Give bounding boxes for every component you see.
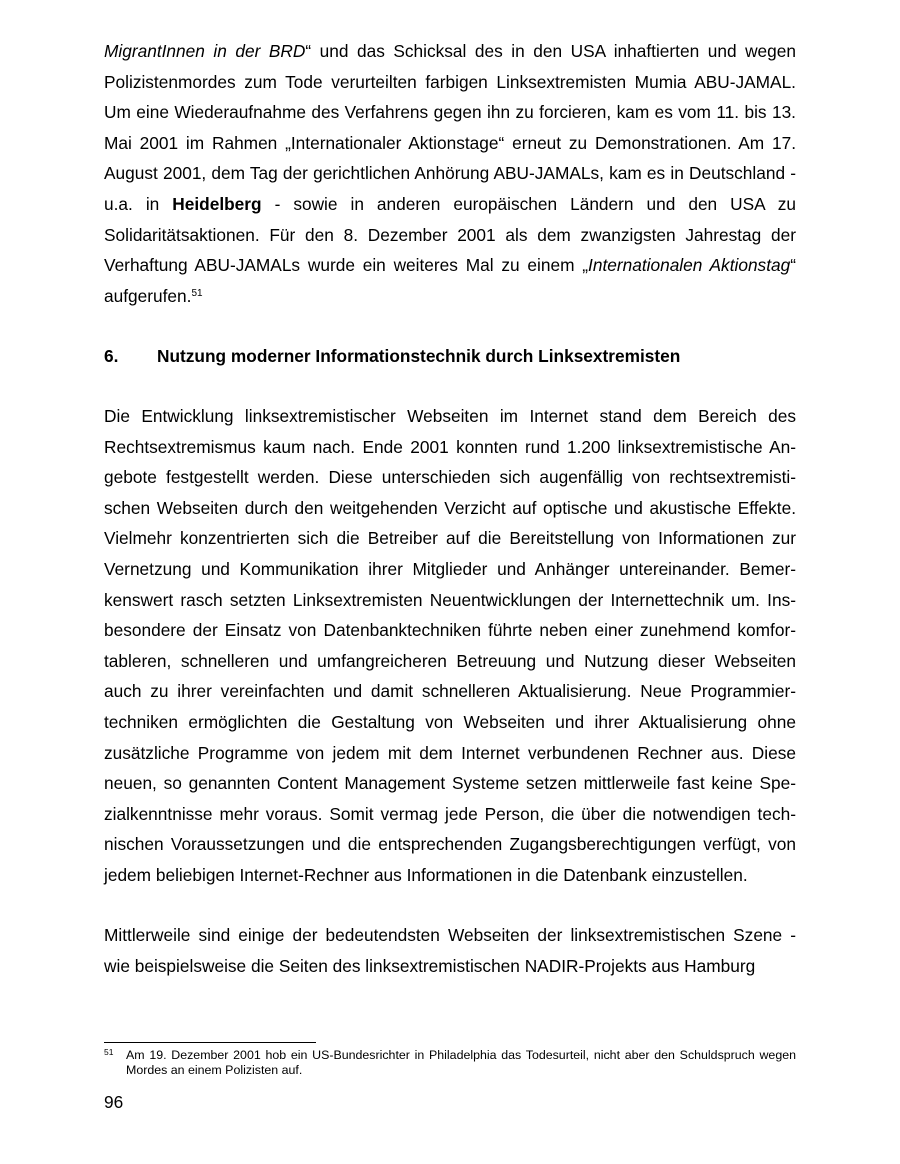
footnote-divider <box>104 1042 316 1043</box>
paragraph-1-text-c: “ aufgerufen. <box>104 255 796 306</box>
section-number: 6. <box>104 346 119 366</box>
section-heading <box>104 341 796 371</box>
paragraph-3: Mittlerweile sind einige der bedeutendsten Webseiten der linksextremistischen Szene - wie beispielsweise die Seiten des linksextremistischen NADIR-Projekts aus Hamburg <box>104 925 796 976</box>
paragraph-1-container <box>104 36 796 311</box>
footnote-mark: 51 <box>104 1047 114 1057</box>
paragraph-1 <box>104 36 796 311</box>
italic-title: MigrantInnen in der BRD <box>104 41 306 61</box>
footnote-reference[interactable]: 51 <box>191 287 203 299</box>
paragraph-1-text-a: “ und das Schicksal des in den USA inhaftierten und wegen Polizistenmordes zum Tode verurteilten farbigen Linksextremisten Mumia ABU-JAMAL. Um eine Wiederaufnahme des Verfahrens gegen ihn zu forcieren, kam es vom 11. bis 13. Mai 2001 im Rahmen „Internationaler Aktionstage“ erneut zu Demonstrationen. Am 17. August 2001, dem Tag der gerichtlichen Anhörung ABU-JAMALs, kam es in Deutschland - u.a. in <box>104 41 796 214</box>
paragraph-2: Die Entwicklung linksextremistischer Webseiten im Internet stand dem Bereich des Rechtsextremismus kaum nach. Ende 2001 konnten rund 1.200 linksextremistische Angebote festgestellt werden. Diese unterschieden sich augenfällig von rechtsextremistischen Webseiten durch den weitgehenden Verzicht auf optische und akustische Effekte. Vielmehr konzentrierten sich die Betreiber auf die Bereitstellung von Informationen zur Vernetzung und Kommunikation ihrer Mitglieder und Anhänger untereinander. Bemerkenswert rasch setzten Linksextremisten Neuentwicklungen der Internettechnik um. Insbesondere der Einsatz von Datenbanktechniken führte neben einer zunehmend komfortableren, schnelleren und umfangreicheren Betreuung und Nutzung dieser Webseiten auch zu ihrer vereinfachten und damit schnelleren Aktualisierung. Neue Programmiertechniken ermöglichten die Gestaltung von Webseiten und ihrer Aktualisierung ohne zusätzliche Programme von jedem mit dem Internet verbundenen Rechner aus. Diese neuen, so genannten Content Management Systeme setzen mittlerweile fast keine Spezialkenntnisse mehr voraus. Somit vermag jede Person, die über die notwendigen technischen Voraussetzungen und die entsprechenden Zugangsberechtigungen verfügt, von jedem beliebigen Internet-Rechner aus Informationen in die Datenbank einzustellen. <box>104 406 796 885</box>
bold-city: Heidelberg <box>172 193 262 214</box>
footnote-text: Am 19. Dezember 2001 hob ein US-Bundesrichter in Philadelphia das Todesurteil, nicht aber den Schuldspruch wegen Mordes an einem Polizisten auf. <box>126 1048 796 1077</box>
section-title: Nutzung moderner Informationstechnik durch Linksextremisten <box>157 346 681 366</box>
footnote <box>104 1048 796 1078</box>
page-number: 96 <box>104 1092 124 1112</box>
italic-term: Internationalen Aktionstag <box>588 255 791 276</box>
paragraph-1-text-b: - sowie in anderen europäischen Ländern und den USA zu Solidaritätsaktionen. Für den 8. Dezember 2001 als dem zwanzigsten Jahrestag der Verhaftung ABU-JAMALs wurde ein weiteres Mal zu einem „ <box>104 193 796 276</box>
